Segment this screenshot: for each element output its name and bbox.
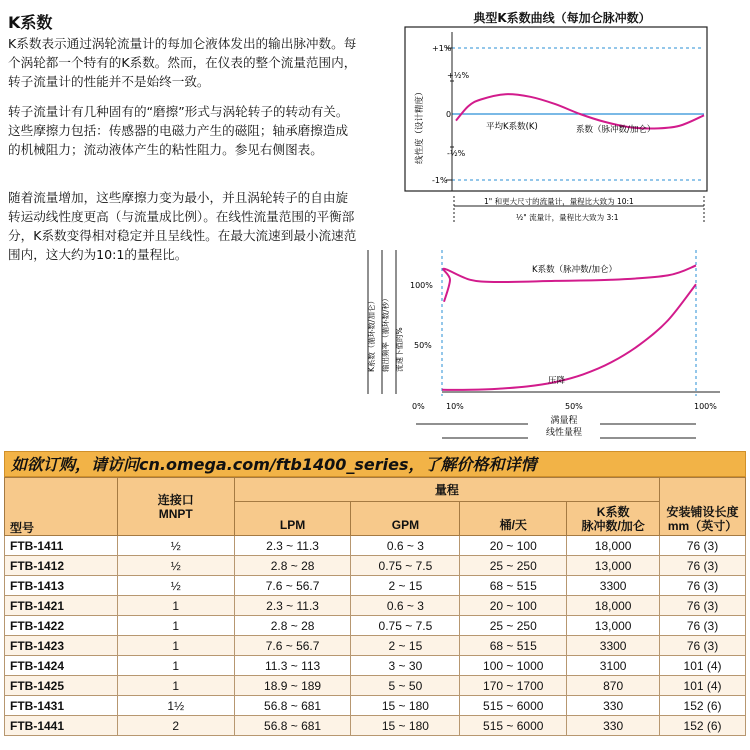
cell-gpm: 5 ~ 50 [351,676,460,696]
table-row [5,576,746,596]
table-row [5,716,746,736]
cell-bpd: 68 ~ 515 [460,636,567,656]
cell-k: 3300 [567,576,660,596]
header-k-1: K系数 [596,505,630,519]
range-note-1: 1" 和更大尺寸的流量计，量程比大致为 10:1 [484,197,634,206]
cell-gpm: 0.75 ~ 7.5 [351,556,460,576]
flow-characteristics-chart [360,244,740,444]
cell-k: 3100 [567,656,660,676]
x-tick-10: 10% [446,402,464,411]
cell-length: 76 (3) [660,536,746,556]
header-port [117,478,234,536]
cell-model: FTB-1441 [5,716,118,736]
table-row [5,556,746,576]
cell-bpd: 170 ~ 1700 [460,676,567,696]
cell-lpm: 2.8 ~ 28 [234,556,351,576]
cell-gpm: 0.6 ~ 3 [351,596,460,616]
pressure-label: 压降 [548,376,566,386]
cell-k: 330 [567,716,660,736]
cell-k: 13,000 [567,556,660,576]
cell-model: FTB-1424 [5,656,118,676]
header-bpd: 桶/天 [460,502,567,536]
chart1-title: 典型K系数曲线（每加仑脉冲数） [473,11,651,25]
y-tick-zero: 0 [446,110,452,119]
header-k-2: 脉冲数/加仑 [581,519,645,533]
cell-port: ½ [117,536,234,556]
cell-port: 1 [117,636,234,656]
x-tick-0: 0% [412,402,425,411]
cell-bpd: 20 ~ 100 [460,536,567,556]
cell-k: 870 [567,676,660,696]
cell-gpm: 15 ~ 180 [351,696,460,716]
chart2-y-label-3: 流速下值的% [395,327,404,372]
table-row [5,676,746,696]
intro-paragraph-2: 转子流量计有几种固有的“磨擦”形式与涡轮转子的转动有关。这些摩擦力包括：传感器的电磁力产生的磁阻；轴承磨擦造成的机械阻力；流动液体产生的粘性阻力。参见右侧图表。 [8,104,349,157]
header-port-1: 连接口 [157,492,194,507]
x-label-full-range: 满量程 [550,416,578,426]
cell-gpm: 15 ~ 180 [351,716,460,736]
section-title: K系数 [8,13,53,32]
cell-bpd: 25 ~ 250 [460,616,567,636]
cell-model: FTB-1422 [5,616,118,636]
table-row [5,636,746,656]
table-row [5,696,746,716]
avg-k-label: 平均K系数(K) [486,122,538,132]
cell-bpd: 515 ~ 6000 [460,696,567,716]
cell-port: 1½ [117,696,234,716]
table-row [5,596,746,616]
cell-length: 101 (4) [660,656,746,676]
y-tick-100: 100% [410,281,433,290]
header-gpm: GPM [351,502,460,536]
x-label-linear-range: 线性量程 [545,428,583,438]
cell-length: 76 (3) [660,576,746,596]
chart2-y-label-2: 输出频率（循环数/秒） [381,294,390,372]
cell-port: ½ [117,576,234,596]
curve-label: 系数（脉冲数/加仑） [576,125,656,135]
table-row [5,656,746,676]
intro-paragraph-3: 随着流量增加，这些摩擦力变为最小，并且涡轮转子的自由旋转运动线性度更高（与流量成比例）。在线性流量范围的平衡部分，K系数变得相对稳定并且呈线性。在最大流速到最小流速范围内，这大约为10:1的量程比。 [8,190,357,262]
range-note-2: ½" 流量计，量程比大致为 3:1 [516,213,619,222]
cell-gpm: 0.75 ~ 7.5 [351,616,460,636]
header-lpm: LPM [234,502,351,536]
cell-bpd: 68 ~ 515 [460,576,567,596]
cell-length: 76 (3) [660,616,746,636]
cell-gpm: 3 ~ 30 [351,656,460,676]
cell-model: FTB-1412 [5,556,118,576]
cell-model: FTB-1425 [5,676,118,696]
k-curve-label: K系数（脉冲数/加仑） [532,265,617,275]
cell-gpm: 2 ~ 15 [351,576,460,596]
cell-bpd: 20 ~ 100 [460,596,567,616]
cell-port: 2 [117,716,234,736]
cell-length: 152 (6) [660,696,746,716]
cell-k: 3300 [567,636,660,656]
cell-length: 76 (3) [660,556,746,576]
intro-paragraph-1: K系数表示通过涡轮流量计的每加仑液体发出的输出脉冲数。每个涡轮都一个特有的K系数。然而，在仪表的整个流量范围内，转子流量计的性能并不是始终一致。 [8,36,357,89]
cell-lpm: 11.3 ~ 113 [234,656,351,676]
order-banner[interactable]: 如欲订购，请访问cn.omega.com/ftb1400_series，了解价格和详情 [4,451,746,477]
y-tick-plus-half: +½% [447,71,470,80]
table-row [5,536,746,556]
cell-lpm: 7.6 ~ 56.7 [234,576,351,596]
header-length [660,478,746,536]
cell-bpd: 515 ~ 6000 [460,716,567,736]
cell-length: 101 (4) [660,676,746,696]
cell-length: 76 (3) [660,636,746,656]
y-tick-50: 50% [414,341,432,350]
cell-model: FTB-1421 [5,596,118,616]
cell-port: 1 [117,616,234,636]
cell-model: FTB-1411 [5,536,118,556]
cell-model: FTB-1413 [5,576,118,596]
cell-port: ½ [117,556,234,576]
header-model: 型号 [5,478,118,536]
cell-port: 1 [117,656,234,676]
header-length-2: mm（英寸） [667,519,738,533]
cell-model: FTB-1431 [5,696,118,716]
cell-bpd: 25 ~ 250 [460,556,567,576]
x-tick-100: 100% [694,402,717,411]
cell-gpm: 0.6 ~ 3 [351,536,460,556]
cell-lpm: 56.8 ~ 681 [234,716,351,736]
cell-model: FTB-1423 [5,636,118,656]
y-tick-plus1: +1% [432,44,452,53]
cell-k: 330 [567,696,660,716]
header-length-1: 安装铺设长度 [666,505,739,519]
cell-k: 18,000 [567,536,660,556]
cell-port: 1 [117,676,234,696]
header-range: 量程 [234,478,659,502]
header-port-2: MNPT [158,506,193,521]
cell-lpm: 56.8 ~ 681 [234,696,351,716]
cell-lpm: 18.9 ~ 189 [234,676,351,696]
cell-lpm: 2.8 ~ 28 [234,616,351,636]
k-factor-chart [404,26,714,226]
cell-bpd: 100 ~ 1000 [460,656,567,676]
cell-k: 18,000 [567,596,660,616]
header-k-factor [567,502,660,536]
cell-length: 76 (3) [660,596,746,616]
pressure-drop-curve [442,284,696,390]
cell-lpm: 7.6 ~ 56.7 [234,636,351,656]
cell-k: 13,000 [567,616,660,636]
cell-port: 1 [117,596,234,616]
chart2-y-label-1: K系数（循环数/加仑） [367,297,376,372]
cell-lpm: 2.3 ~ 11.3 [234,596,351,616]
y-tick-minus-half: -½% [447,149,466,158]
cell-gpm: 2 ~ 15 [351,636,460,656]
chart1-y-label: 线性度（设计精度） [415,87,425,164]
y-tick-minus1: -1% [432,176,448,185]
spec-table [4,477,746,736]
cell-length: 152 (6) [660,716,746,736]
x-tick-50: 50% [565,402,583,411]
cell-lpm: 2.3 ~ 11.3 [234,536,351,556]
table-row [5,616,746,636]
